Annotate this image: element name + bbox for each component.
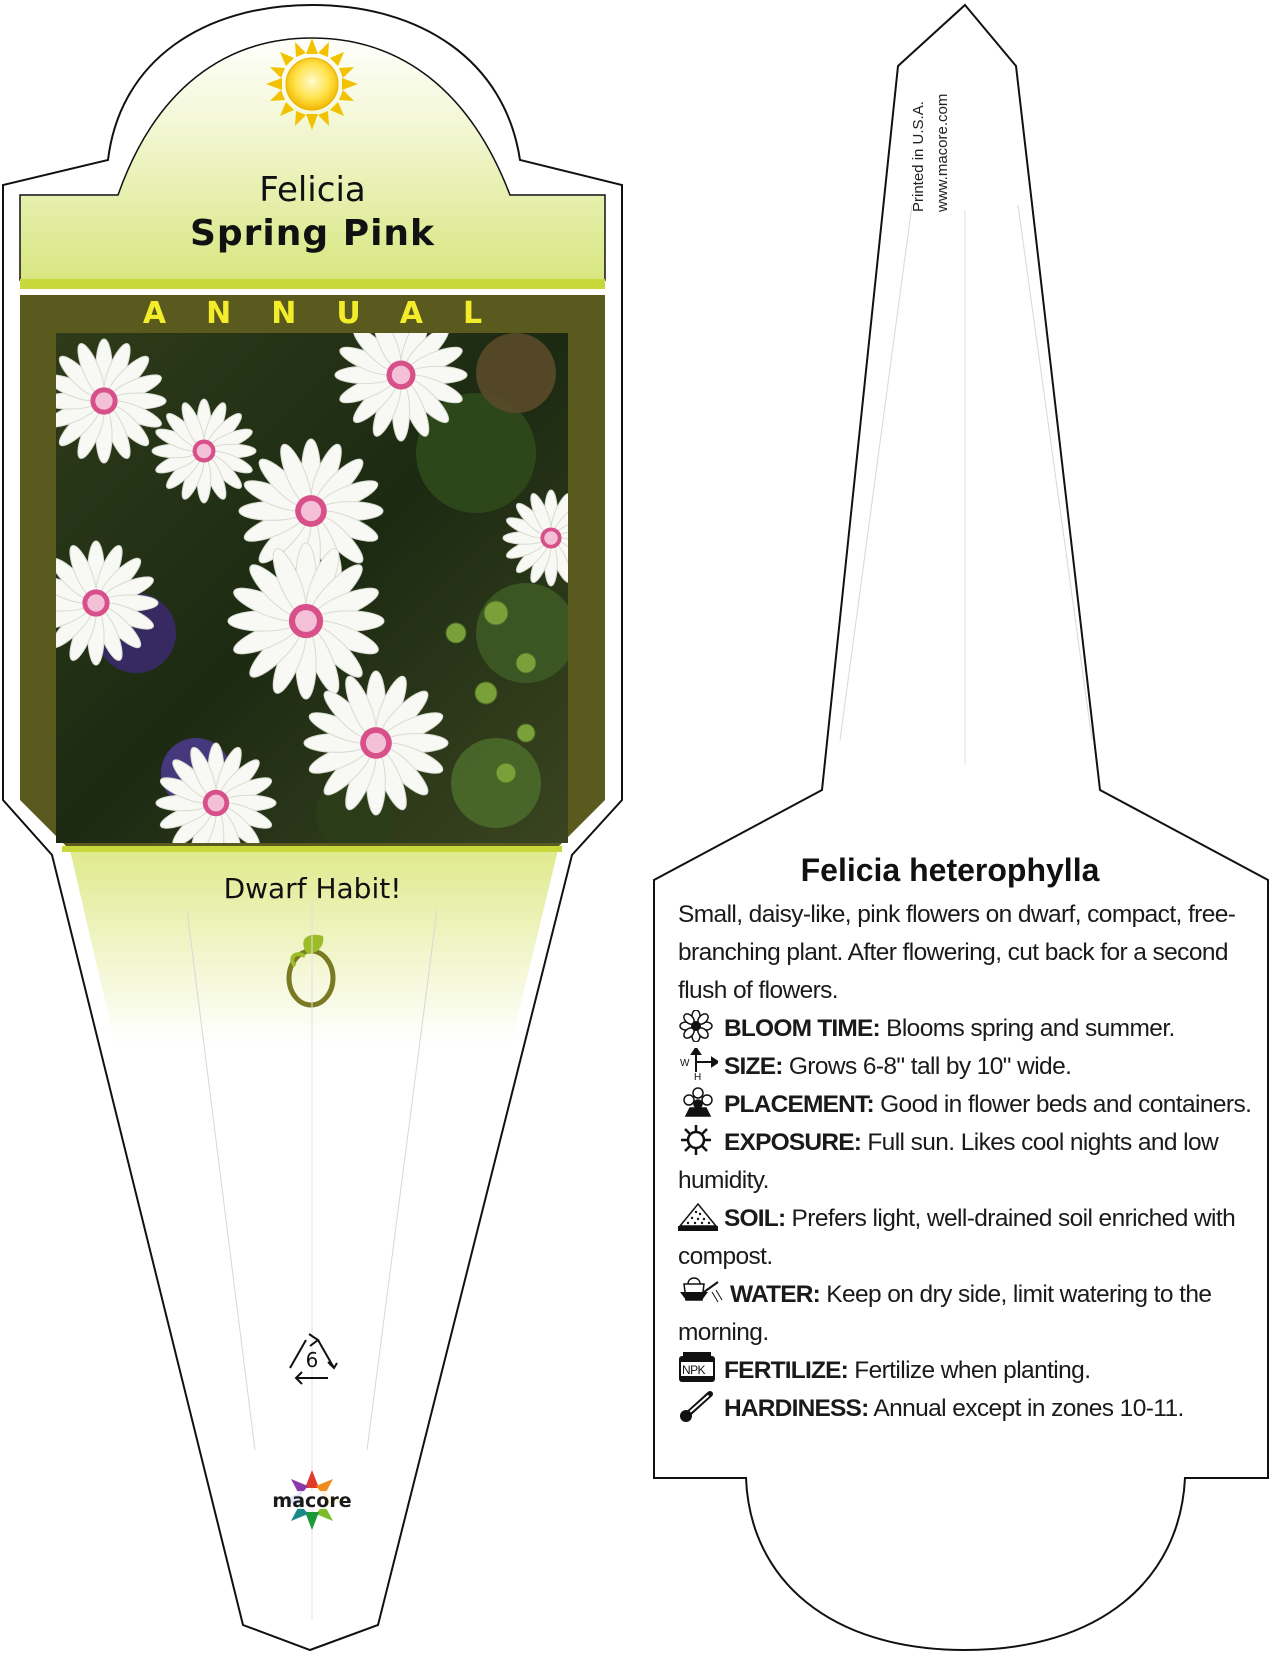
placement-plant-icon: [678, 1086, 718, 1118]
care-row-exposure: [678, 1124, 1268, 1200]
size-h-label: H: [694, 1072, 701, 1080]
care-label-fertilize: FERTILIZE:: [724, 1357, 849, 1384]
front-variety-name: Spring Pink: [189, 213, 436, 254]
soil-icon: [678, 1200, 718, 1232]
care-text-size: Grows 6-8" tall by 10" wide.: [782, 1053, 1072, 1080]
care-text-soil: Prefers light, well-drained soil enriched with compost.: [678, 1205, 1236, 1270]
recycle-number: 6: [305, 1348, 319, 1372]
care-label-soil: SOIL:: [724, 1205, 786, 1232]
front-genus-name: Felicia: [259, 170, 366, 210]
care-text-water: Keep on dry side, limit watering to the morning.: [678, 1281, 1212, 1346]
care-label-exposure: EXPOSURE:: [724, 1129, 862, 1156]
thermometer-icon: [678, 1390, 718, 1422]
care-text-bloom: Blooms spring and summer.: [879, 1015, 1175, 1042]
printed-in-note: Printed in U.S.A.: [910, 101, 927, 212]
care-row-placement: [678, 1086, 1268, 1124]
care-label-size: SIZE:: [724, 1053, 783, 1080]
daisy-illustration: [56, 333, 568, 843]
size-arrows-icon: [678, 1048, 718, 1080]
care-row-water: [678, 1276, 1268, 1352]
flower-icon: [678, 1010, 718, 1042]
npk-label: NPK: [682, 1363, 705, 1377]
care-row-soil: [678, 1200, 1268, 1276]
care-row-bloom: [678, 1010, 1268, 1048]
care-text-fertilize: Fertilize when planting.: [848, 1357, 1091, 1384]
brand-name: macore: [272, 1490, 352, 1512]
care-label-bloom: BLOOM TIME:: [724, 1015, 880, 1042]
care-text-hardiness: Annual except in zones 10-11.: [868, 1395, 1184, 1422]
sun-icon: [678, 1124, 718, 1156]
size-w-label: W: [680, 1058, 689, 1069]
care-label-water: WATER:: [730, 1281, 821, 1308]
watering-can-icon: [678, 1276, 724, 1308]
scientific-name: Felicia heterophylla: [800, 852, 1100, 888]
website-url: www.macore.com: [934, 93, 951, 212]
care-label-placement: PLACEMENT:: [724, 1091, 874, 1118]
care-text-exposure: Full sun. Likes cool nights and low humidity.: [678, 1129, 1219, 1194]
care-info: [678, 896, 1268, 1428]
care-text-placement: Good in flower beds and containers.: [873, 1091, 1252, 1118]
care-row-fertilize: [678, 1352, 1268, 1390]
care-row-hardiness: [678, 1390, 1268, 1428]
npk-icon: [678, 1352, 718, 1384]
care-row-size: [678, 1048, 1268, 1086]
tagline: Dwarf Habit!: [223, 872, 402, 905]
plant-description: Small, daisy-like, pink flowers on dwarf, compact, free-branching plant. After flowering, cut back for a second flush of flowers.: [678, 901, 1236, 1004]
category-label: ANNUAL: [142, 296, 523, 331]
lime-band: [20, 279, 605, 289]
care-label-hardiness: HARDINESS:: [724, 1395, 869, 1422]
